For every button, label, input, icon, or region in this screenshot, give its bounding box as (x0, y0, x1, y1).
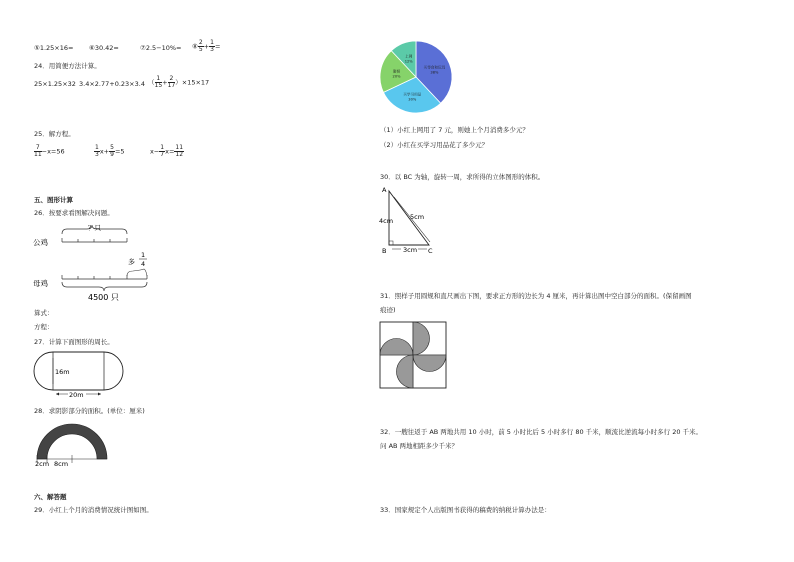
fraction: $\frac{1}{15}$ (154, 75, 163, 89)
q30-vertex-A: A (382, 186, 387, 194)
q26-more-frac-n: 1 (141, 251, 146, 259)
calc-d: ⑧ $\frac{2}{5}$ + $\frac{1}{3}$ = (192, 39, 221, 53)
q24-title: 24．用简便方法计算。 (34, 62, 101, 70)
q29-pie-chart (378, 40, 458, 120)
q26-brace-top-label: ？只 (88, 224, 101, 232)
calc-b: ⑥30.42= (89, 44, 119, 52)
q30-vertex-C: C (428, 247, 433, 255)
fraction: $\frac{1}{7}$ (160, 144, 165, 158)
section-6-heading: 六、解答题 (34, 493, 67, 501)
q26-formula-label: 算式： (34, 309, 54, 317)
pie-slice-percent: 30% (408, 97, 417, 102)
q25-eq-2: $\frac{1}{3}$ x+ $\frac{5}{9}$ =5 (95, 144, 125, 158)
q31-pinwheel-figure (379, 321, 449, 391)
q26-more-text: 多 (128, 258, 135, 266)
fraction: $\frac{7}{11}$ (34, 144, 42, 158)
q29-title: 29．小红上个月的消费情况统计图如图。 (34, 506, 153, 514)
pie-slice-percent: 12% (404, 59, 413, 64)
q30-hyp-label: 5cm (410, 213, 425, 221)
pie-slice-percent: 38% (430, 70, 439, 75)
q31-line-1: 31．照样子用圆规和直尺画出下图，要求正方形的边长为 4 厘米，再计算出图中空白部分的面积。(保留画图 (380, 292, 692, 300)
q30-bottom-label: 3cm (403, 246, 418, 254)
q24-expr-3: （ $\frac{1}{15}$ + $\frac{2}{17}$ ）×15×17 (148, 75, 210, 89)
q31-line-2: 痕迹) (380, 306, 396, 314)
pie-slice-label: 买学习用品 (403, 92, 422, 97)
q30-left-label: 4cm (379, 217, 394, 225)
q27-stadium-figure (34, 350, 124, 400)
q32-line-1: 32．一艘往返于 AB 两地共用 10 小时，前 5 小时比后 5 小时多行 80 千米，顺流比逆流每小时多行 20 千米。 (380, 428, 703, 436)
q27-title: 27．计算下面图形的周长。 (34, 338, 114, 346)
q26-row1-label: 公鸡 (33, 238, 48, 247)
fraction: $\frac{2}{5}$ (198, 39, 203, 53)
q28-right-label: 8cm (54, 460, 69, 468)
q29-sub-1: （1）小红上网用了 7 元，则她上个月消费多少元？ (380, 126, 529, 134)
pie-slice-label: 上网 (405, 54, 413, 59)
q25-title: 25．解方程。 (34, 130, 75, 138)
q27-height-label: 16m (55, 368, 70, 376)
q25-eq-3: x− $\frac{1}{7}$ x= $\frac{11}{12}$ (150, 144, 184, 158)
fraction: $\frac{5}{9}$ (110, 144, 114, 158)
q24-expr-1: 25×1.25×32 (34, 80, 76, 88)
q27-width-label: 20m (69, 391, 84, 399)
q28-left-label: 2cm (35, 460, 50, 468)
q26-total-label: 4500 只 (88, 293, 119, 302)
pie-slice-label: 聚餐 (392, 69, 401, 74)
calc-c: ⑦2.5−10%= (140, 44, 182, 52)
stadium-outline (34, 352, 123, 390)
q24-expr-2: 3.4×2.77+0.23×3.4 (79, 80, 145, 88)
calc-a: ⑤1.25×16= (34, 44, 74, 52)
q26-title: 26．按要求看图解决问题。 (34, 209, 114, 217)
fraction: $\frac{1}{3}$ (95, 144, 99, 158)
calc-d-prefix: ⑧ (192, 42, 198, 51)
q32-line-2: 问 AB 两地相距多少千米？ (380, 442, 459, 450)
q28-title: 28．求阴影部分的面积。(单位：厘米) (34, 407, 145, 415)
fraction: $\frac{2}{17}$ (167, 75, 176, 89)
q30-vertex-B: B (382, 247, 387, 255)
q25-eq-1: $\frac{7}{11}$ −x=56 (34, 144, 65, 158)
q28-semi-annulus-figure (34, 419, 114, 469)
fraction: $\frac{11}{12}$ (175, 144, 184, 158)
q26-more-frac-d: 4 (141, 260, 146, 268)
q26-brace-bottom (62, 282, 147, 291)
fraction: $\frac{1}{3}$ (210, 39, 214, 53)
q30-triangle-figure (379, 185, 439, 255)
q30-title: 30．以 BC 为轴，旋转一周，求所得的立体图形的体积。 (380, 173, 545, 181)
q26-line-diagram (30, 220, 160, 305)
q26-row2-label: 母鸡 (33, 279, 48, 288)
pie-slice-label: 买零食和玩具 (423, 65, 446, 70)
semi-annulus-shaded (37, 424, 107, 459)
q26-brace-more (127, 269, 147, 276)
pie-slice-percent: 20% (392, 74, 401, 79)
section-5-heading: 五、图形计算 (34, 196, 73, 204)
q26-equation-label: 方程： (34, 323, 54, 331)
q33-title: 33．国家规定个人出版图书获得的稿费的纳税计算办法是： (380, 506, 551, 514)
q29-sub-2: （2）小红在买学习用品花了多少元？ (380, 141, 489, 149)
